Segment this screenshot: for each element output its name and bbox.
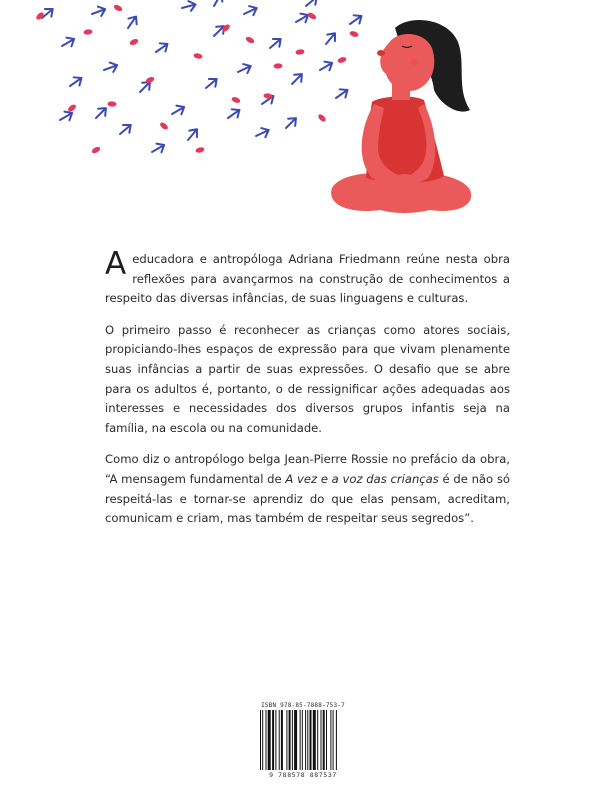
back-cover-text	[105, 246, 510, 541]
paragraph-3-before: Como diz o antropólogo belga Jean-Pierre Rossie no prefácio da obra, “A mensagem fundamental de	[105, 452, 510, 486]
paragraph-1-text: educadora e antropóloga Adriana Friedmann reúne nesta obra reflexões para avançarmos na construção de conhecimentos a respeito das diversas infâncias, de suas linguagens e culturas.	[105, 252, 510, 306]
arrow-mark	[210, 0, 226, 9]
barcode-bar	[326, 710, 327, 770]
arrow-mark	[288, 71, 305, 88]
petal-mark	[195, 146, 205, 153]
arrow-mark	[322, 30, 339, 47]
barcode-bars	[260, 710, 346, 770]
barcode-bar	[305, 710, 306, 770]
barcode-bar	[307, 710, 308, 770]
book-title-italic: A vez e a voz das crianças	[285, 471, 439, 486]
petal-mark	[337, 56, 347, 64]
petal-mark	[231, 96, 241, 104]
arrow-mark	[60, 35, 77, 51]
isbn-barcode	[258, 702, 348, 782]
barcode-bar	[260, 710, 261, 770]
barcode-bar	[279, 710, 280, 770]
arrow-mark	[333, 86, 350, 102]
cover-illustration	[0, 0, 600, 235]
barcode-bar	[313, 710, 316, 770]
barcode-number: 9 788578 887537	[269, 771, 337, 779]
barcode-bar	[286, 710, 287, 770]
arrow-mark	[102, 61, 119, 75]
petal-mark	[193, 52, 203, 59]
arrow-mark	[153, 40, 170, 56]
arrow-mark	[150, 141, 167, 157]
arrow-mark	[181, 0, 197, 13]
barcode-bar	[294, 710, 297, 770]
petal-mark	[107, 101, 116, 107]
barcode-bar	[321, 710, 322, 770]
arrow-mark	[90, 5, 107, 19]
petal-mark	[159, 121, 169, 131]
arrow-mark	[67, 74, 84, 90]
isbn-label: ISBN 978-85-7888-753-7	[261, 702, 345, 709]
arrow-mark	[318, 59, 335, 75]
barcode-bar	[266, 710, 267, 770]
arrow-mark	[347, 12, 364, 28]
petal-mark	[113, 4, 123, 13]
petal-mark	[295, 49, 305, 56]
arrow-mark	[242, 4, 259, 19]
paragraph-3	[105, 450, 510, 528]
arrow-mark	[294, 11, 311, 27]
petal-mark	[91, 145, 101, 154]
arrow-mark	[267, 35, 284, 52]
barcode-bar	[302, 710, 303, 770]
barcode-bar	[289, 710, 291, 770]
arrow-mark	[236, 62, 253, 77]
barcode-bar	[333, 710, 334, 770]
barcode-bar	[262, 710, 263, 770]
barcode-bar	[330, 710, 331, 770]
arrow-mark	[225, 106, 242, 122]
barcode-bar	[336, 710, 337, 770]
arrow-mark	[117, 121, 134, 138]
barcode-bar	[300, 710, 301, 770]
girl-blowing-arrows-illustration	[0, 0, 600, 235]
arrow-mark	[170, 103, 187, 119]
arrow-mark	[254, 126, 271, 141]
barcode-bar	[275, 710, 276, 770]
petal-mark	[83, 29, 93, 35]
barcode-bar	[317, 710, 318, 770]
arrow-flock	[39, 0, 365, 156]
barcode-bar	[281, 710, 283, 770]
petal-mark	[67, 103, 77, 112]
arrow-mark	[124, 14, 140, 31]
paragraph-1	[105, 246, 510, 309]
girl-figure	[331, 20, 471, 213]
barcode-bar	[268, 710, 271, 770]
petal-mark	[129, 38, 139, 47]
paragraph-3-after: é de não só respeitá-las e tornar-se aprendiz do que elas pensam, acreditam, comunicam e criam, mas também de respeitar seus segredos”.	[105, 471, 510, 526]
petal-mark	[317, 113, 327, 123]
petal-mark	[273, 63, 282, 69]
drop-cap: A	[105, 246, 127, 282]
barcode-bar	[310, 710, 312, 770]
arrow-mark	[184, 126, 201, 143]
paragraph-2: O primeiro passo é reconhecer as crianças como atores sociais, propiciando-lhes espaços de expressão para que vivam plenamente suas infâncias a partir de suas expressões. O desafio que se abre para os adultos é, portanto, o de ressignificar ações adequadas aos interesses e necessidades dos diversos grupos infantis seja na família, na escola ou na comunidade.	[105, 322, 510, 435]
barcode-bar	[292, 710, 293, 770]
barcode-bar	[272, 710, 274, 770]
arrow-mark	[303, 0, 320, 10]
arrow-mark	[203, 75, 220, 92]
petal-mark	[245, 36, 255, 45]
petal-mark	[349, 30, 359, 38]
barcode-bar	[323, 710, 325, 770]
arrow-mark	[92, 105, 109, 122]
arrow-mark	[58, 109, 75, 125]
arrow-mark	[282, 115, 299, 132]
